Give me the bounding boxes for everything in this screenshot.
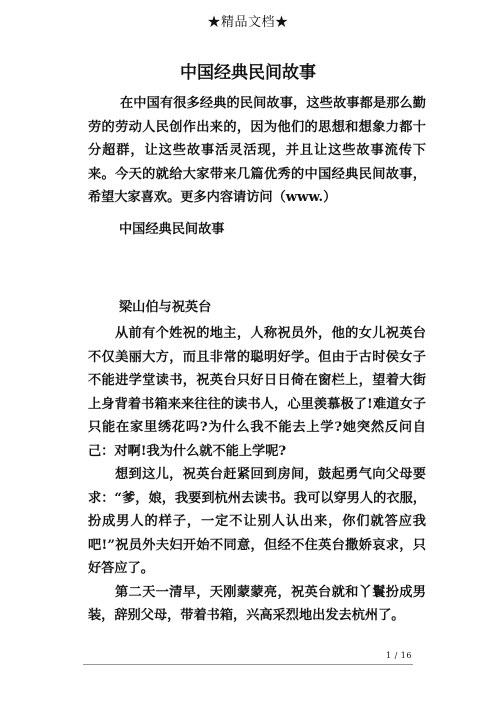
section-subheading: 中国经典民间故事 — [119, 222, 225, 237]
page-header: ★精品文档★ — [207, 15, 289, 30]
footer-divider — [83, 664, 413, 665]
document-title: 中国经典民间故事 — [180, 63, 316, 83]
story-title: 梁山伯与祝英台 — [119, 300, 212, 315]
story-paragraph: 第二天一清早，天刚蒙蒙亮，祝英台就和丫鬟扮成男装，辞别父母，带着书箱，兴高采烈地出发去杭州了。 — [88, 584, 426, 623]
page-number: 1 / 16 — [385, 651, 412, 660]
story-body — [88, 322, 426, 628]
intro-paragraph: 在中国有很多经典的民间故事，这些故事都是那么勤劳的劳动人民创作出来的，因为他们的思想和想象力都十分超群，让这些故事活灵活现，并且让这些故事流传下来。今天的就给大家带来几篇优秀的中国经典民间故事，希望大家喜欢。更多内容请访问（www.） — [88, 96, 426, 205]
story-paragraph: 想到这儿，祝英台赶紧回到房间，鼓起勇气向父母要求：“爹，娘，我要到杭州去读书。我可以穿男人的衣服，扮成男人的样子，一定不让别人认出来，你们就答应我吧!”祝员外夫妇开始不同意，但经不住英台撒娇哀求，只好答应了。 — [88, 467, 426, 576]
story-paragraph: 从前有个姓祝的地主，人称祝员外，他的女儿祝英台不仅美丽大方，而且非常的聪明好学。但由于古时侯女子不能进学堂读书，祝英台只好日日倚在窗栏上，望着大街上身背着书箱来来往往的读书人，心里羡慕极了!难道女子只能在家里绣花吗?为什么我不能去上学?她突然反问自己：对啊!我为什么就不能上学呢? — [88, 326, 426, 459]
